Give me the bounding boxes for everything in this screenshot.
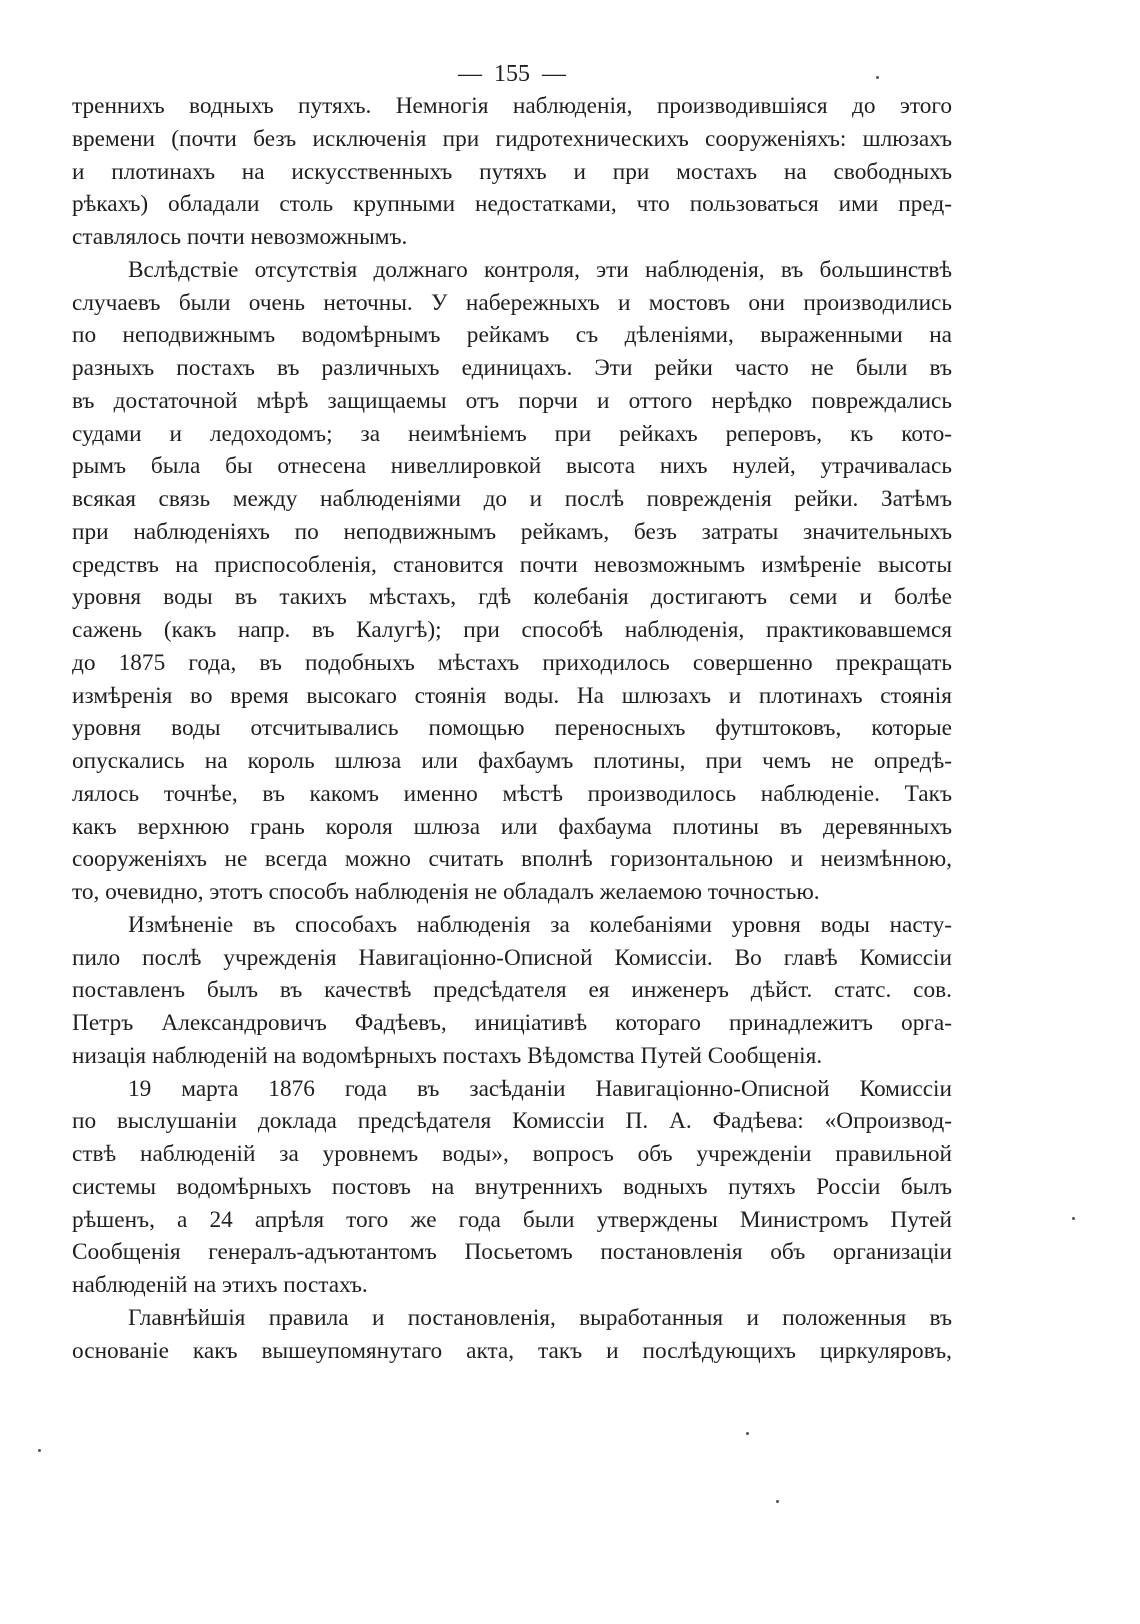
document-page bbox=[72, 58, 952, 1367]
text-line: разныхъ постахъ въ различныхъ единицахъ. Эти рейки часто не были въ bbox=[72, 355, 952, 381]
scan-speck bbox=[876, 76, 879, 79]
scan-speck bbox=[776, 1500, 779, 1503]
scan-speck bbox=[1072, 1217, 1075, 1220]
paragraph-1 bbox=[72, 90, 952, 254]
text-line: пило послѣ учрежденія Навигаціонно-Описной Комиссіи. Во главѣ Комиссіи bbox=[72, 944, 952, 971]
text-line: 19 марта 1876 года въ засѣданіи Навигаціонно-Описной Комиссіи bbox=[128, 1075, 952, 1102]
text-line: по неподвижнымъ водомѣрнымъ рейкамъ съ дѣленіями, выраженными на bbox=[72, 322, 952, 349]
text-line: при наблюденіяхъ по неподвижнымъ рейкамъ, безъ затраты значительныхъ bbox=[72, 518, 952, 545]
paragraph-2 bbox=[72, 254, 952, 909]
text-line: рѣкахъ) обладали столь крупными недостатками, что пользоваться ими пред- bbox=[72, 191, 952, 218]
text-line: измѣренія во время высокаго стоянія воды. На шлюзахъ и плотинахъ стоянія bbox=[72, 682, 952, 709]
text-line: Вслѣдствіе отсутствія должнаго контроля, эти наблюденія, въ большинствѣ bbox=[128, 256, 952, 283]
text-line: времени (почти безъ исключенія при гидротехническихъ сооруженіяхъ: шлюзахъ bbox=[72, 125, 952, 152]
text-line: случаевъ были очень неточны. У набережныхъ и мостовъ они производились bbox=[72, 289, 952, 316]
paragraph-5 bbox=[72, 1302, 952, 1368]
text-line: рымъ была бы отнесена нивеллировкой высота нихъ нулей, утрачивалась bbox=[72, 453, 952, 480]
text-line: рѣшенъ, а 24 апрѣля того же года были утверждены Министромъ Путей bbox=[72, 1206, 952, 1233]
scan-speck bbox=[746, 1432, 749, 1435]
text-line: всякая связь между наблюденіями до и послѣ поврежденія рейки. Затѣмъ bbox=[72, 486, 952, 512]
text-line: опускались на король шлюза или фахбаумъ плотины, при чемъ не опредѣ- bbox=[72, 748, 952, 774]
page-number bbox=[72, 58, 952, 90]
text-line: Главнѣйшія правила и постановленія, выработанныя и положенныя въ bbox=[128, 1304, 952, 1331]
page-number-dash-right: — bbox=[542, 61, 566, 87]
text-line: то, очевидно, этотъ способъ наблюденія не обладалъ желаемою точностью. bbox=[72, 879, 820, 905]
text-line: Сообщенія генералъ-адъютантомъ Посьетомъ постановленія объ организаціи bbox=[72, 1239, 952, 1266]
text-line: Измѣненіе въ способахъ наблюденія за колебаніями уровня воды насту- bbox=[128, 911, 952, 938]
text-line: уровня воды въ такихъ мѣстахъ, гдѣ колебанія достигаютъ семи и болѣе bbox=[72, 584, 952, 611]
page-number-value: 155 bbox=[494, 61, 530, 87]
text-line: треннихъ водныхъ путяхъ. Немногія наблюденія, производившіяся до этого bbox=[72, 93, 952, 119]
text-line: средствъ на приспособленія, становится почти невозможнымъ измѣреніе высоты bbox=[72, 551, 952, 578]
text-line: въ достаточной мѣрѣ защищаемы отъ порчи и оттого нерѣдко повреждались bbox=[72, 387, 952, 414]
text-line: судами и ледоходомъ; за неимѣніемъ при рейкахъ реперовъ, къ кото- bbox=[72, 420, 952, 447]
scan-speck bbox=[38, 1449, 41, 1452]
paragraph-4 bbox=[72, 1073, 952, 1302]
text-line: основаніе какъ вышеупомянутаго акта, такъ и послѣдующихъ циркуляровъ, bbox=[72, 1337, 952, 1364]
text-line: какъ верхнюю грань короля шлюза или фахбаума плотины въ деревянныхъ bbox=[72, 813, 952, 840]
text-line: Петръ Александровичъ Фадѣевъ, иниціативѣ котораго принадлежитъ орга- bbox=[72, 1010, 952, 1036]
text-line: уровня воды отсчитывались помощью переносныхъ футштоковъ, которые bbox=[72, 715, 952, 742]
text-line: поставленъ былъ въ качествѣ предсѣдателя ея инженеръ дѣйст. статс. сов. bbox=[72, 977, 952, 1004]
text-line: по выслушаніи доклада предсѣдателя Комиссіи П. А. Фадѣева: «Опроизвод- bbox=[72, 1108, 952, 1135]
text-line: ставлялось почти невозможнымъ. bbox=[72, 224, 408, 250]
text-line: до 1875 года, въ подобныхъ мѣстахъ приходилось совершенно прекращать bbox=[72, 649, 952, 676]
text-line: наблюденій на этихъ постахъ. bbox=[72, 1272, 368, 1298]
page-number-dash-left: — bbox=[458, 61, 482, 87]
text-line: лялось точнѣе, въ какомъ именно мѣстѣ производилось наблюденіе. Такъ bbox=[72, 780, 952, 807]
text-line: и плотинахъ на искусственныхъ путяхъ и при мостахъ на свободныхъ bbox=[72, 158, 952, 185]
text-line: сооруженіяхъ не всегда можно считать вполнѣ горизонтальною и неизмѣнною, bbox=[72, 846, 952, 873]
paragraph-3 bbox=[72, 909, 952, 1073]
text-line: ствѣ наблюденій за уровнемъ воды», вопросъ объ учрежденіи правильной bbox=[72, 1141, 952, 1167]
text-line: системы водомѣрныхъ постовъ на внутреннихъ водныхъ путяхъ Россіи былъ bbox=[72, 1173, 952, 1200]
text-line: сажень (какъ напр. въ Калугѣ); при способѣ наблюденія, практиковавшемся bbox=[72, 617, 952, 643]
body-text bbox=[72, 90, 952, 1367]
text-line: низація наблюденій на водомѣрныхъ постахъ Вѣдомства Путей Сообщенія. bbox=[72, 1042, 823, 1069]
